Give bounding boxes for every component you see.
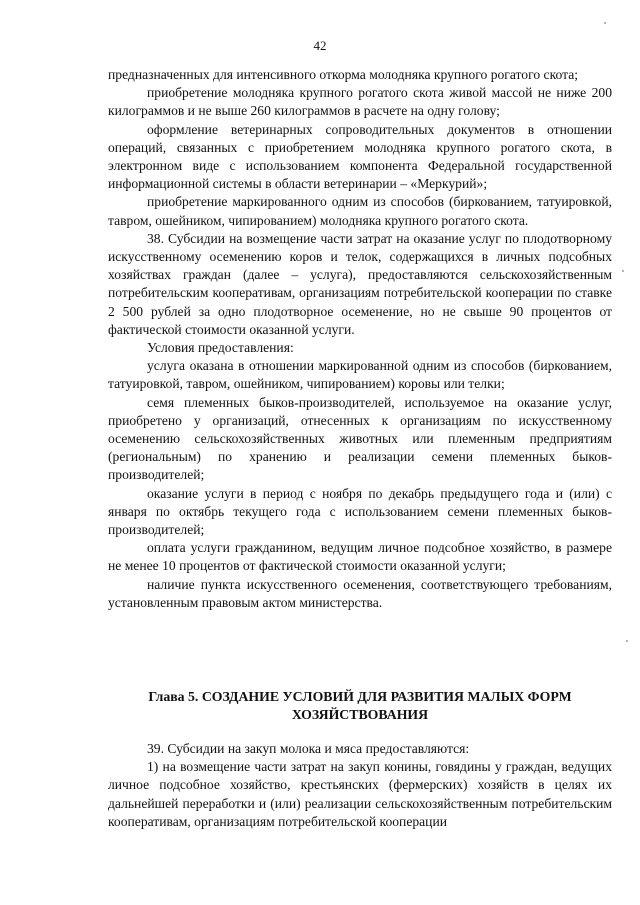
paragraph: оформление ветеринарных сопроводительных документов в отношении операций, связанных с приобретением молодняка крупного рогатого скота, в электронном виде с использованием компонента Федеральной государственной информационной системы в области ветеринарии – «Меркурий»; xyxy=(108,121,612,192)
paragraph: предназначенных для интенсивного откорма молодняка крупного рогатого скота; xyxy=(108,67,579,82)
scan-speck xyxy=(622,270,624,272)
chapter-heading: Глава 5. СОЗДАНИЕ УСЛОВИЙ ДЛЯ РАЗВИТИЯ МАЛЫХ ФОРМ ХОЗЯЙСТВОВАНИЯ xyxy=(148,689,572,722)
paragraph: 1) на возмещение части затрат на закуп конины, говядины у граждан, ведущих личное подсобное хозяйство, крестьянских (фермерских) хозяйств в целях их дальнейшей переработки и (или) реализации сельскохозяйственным потребительским кооперативам, организациям потребительской кооперации xyxy=(108,759,612,829)
paragraph: семя племенных быков-производителей, используемое на оказание услуг, приобретено у организаций, отнесенных к организациям по искусственному осеменению сельскохозяйственных животных или племенным предприятиям (региональным) по хранению и реализации семени племенных быков-производителей; xyxy=(108,394,612,483)
scan-speck xyxy=(626,640,628,642)
paragraph: оплата услуги гражданином, ведущим личное подсобное хозяйство, в размере не менее 10 процентов от фактической стоимости оказанной услуги; xyxy=(108,540,612,574)
page-number: 42 xyxy=(313,38,327,53)
paragraph: приобретение маркированного одним из способов (биркованием, татуировкой, тавром, ошейником, чипированием) молодняка крупного рогатого скота. xyxy=(108,194,612,228)
paragraph: приобретение молодняка крупного рогатого скота живой массой не ниже 200 килограммов и не выше 260 килограммов в расчете на одну голову; xyxy=(108,85,612,119)
paragraph: 39. Субсидии на закуп молока и мяса предоставляются: xyxy=(147,741,470,756)
paragraph: оказание услуги в период с ноября по декабрь предыдущего года и (или) с января по октябрь текущего года с использованием семени племенных быков-производителей; xyxy=(108,485,612,538)
body-text-continued xyxy=(108,740,612,831)
scan-speck xyxy=(604,22,606,24)
body-text xyxy=(108,66,612,612)
paragraph: Условия предоставления: xyxy=(147,340,294,356)
paragraph: наличие пункта искусственного осеменения, соответствующего требованиям, установленным правовым актом министерства. xyxy=(108,576,612,610)
paragraph: 38. Субсидии на возмещение части затрат на оказание услуг по плодотворному искусственному осеменению коров и телок, содержащихся в личных подсобных хозяйствах граждан (далее – услуга), предоставляются сельскохозяйственным потребительским кооперативам, организациям потребительской кооперации по ставке 2 500 рублей за одно плодотворное осеменение, но не свыше 90 процентов от фактической стоимости оказанной услуги. xyxy=(108,230,612,337)
paragraph: услуга оказана в отношении маркированной одним из способов (биркованием, татуировкой, тавром, ошейником, чипированием) коровы или телки; xyxy=(108,358,612,392)
